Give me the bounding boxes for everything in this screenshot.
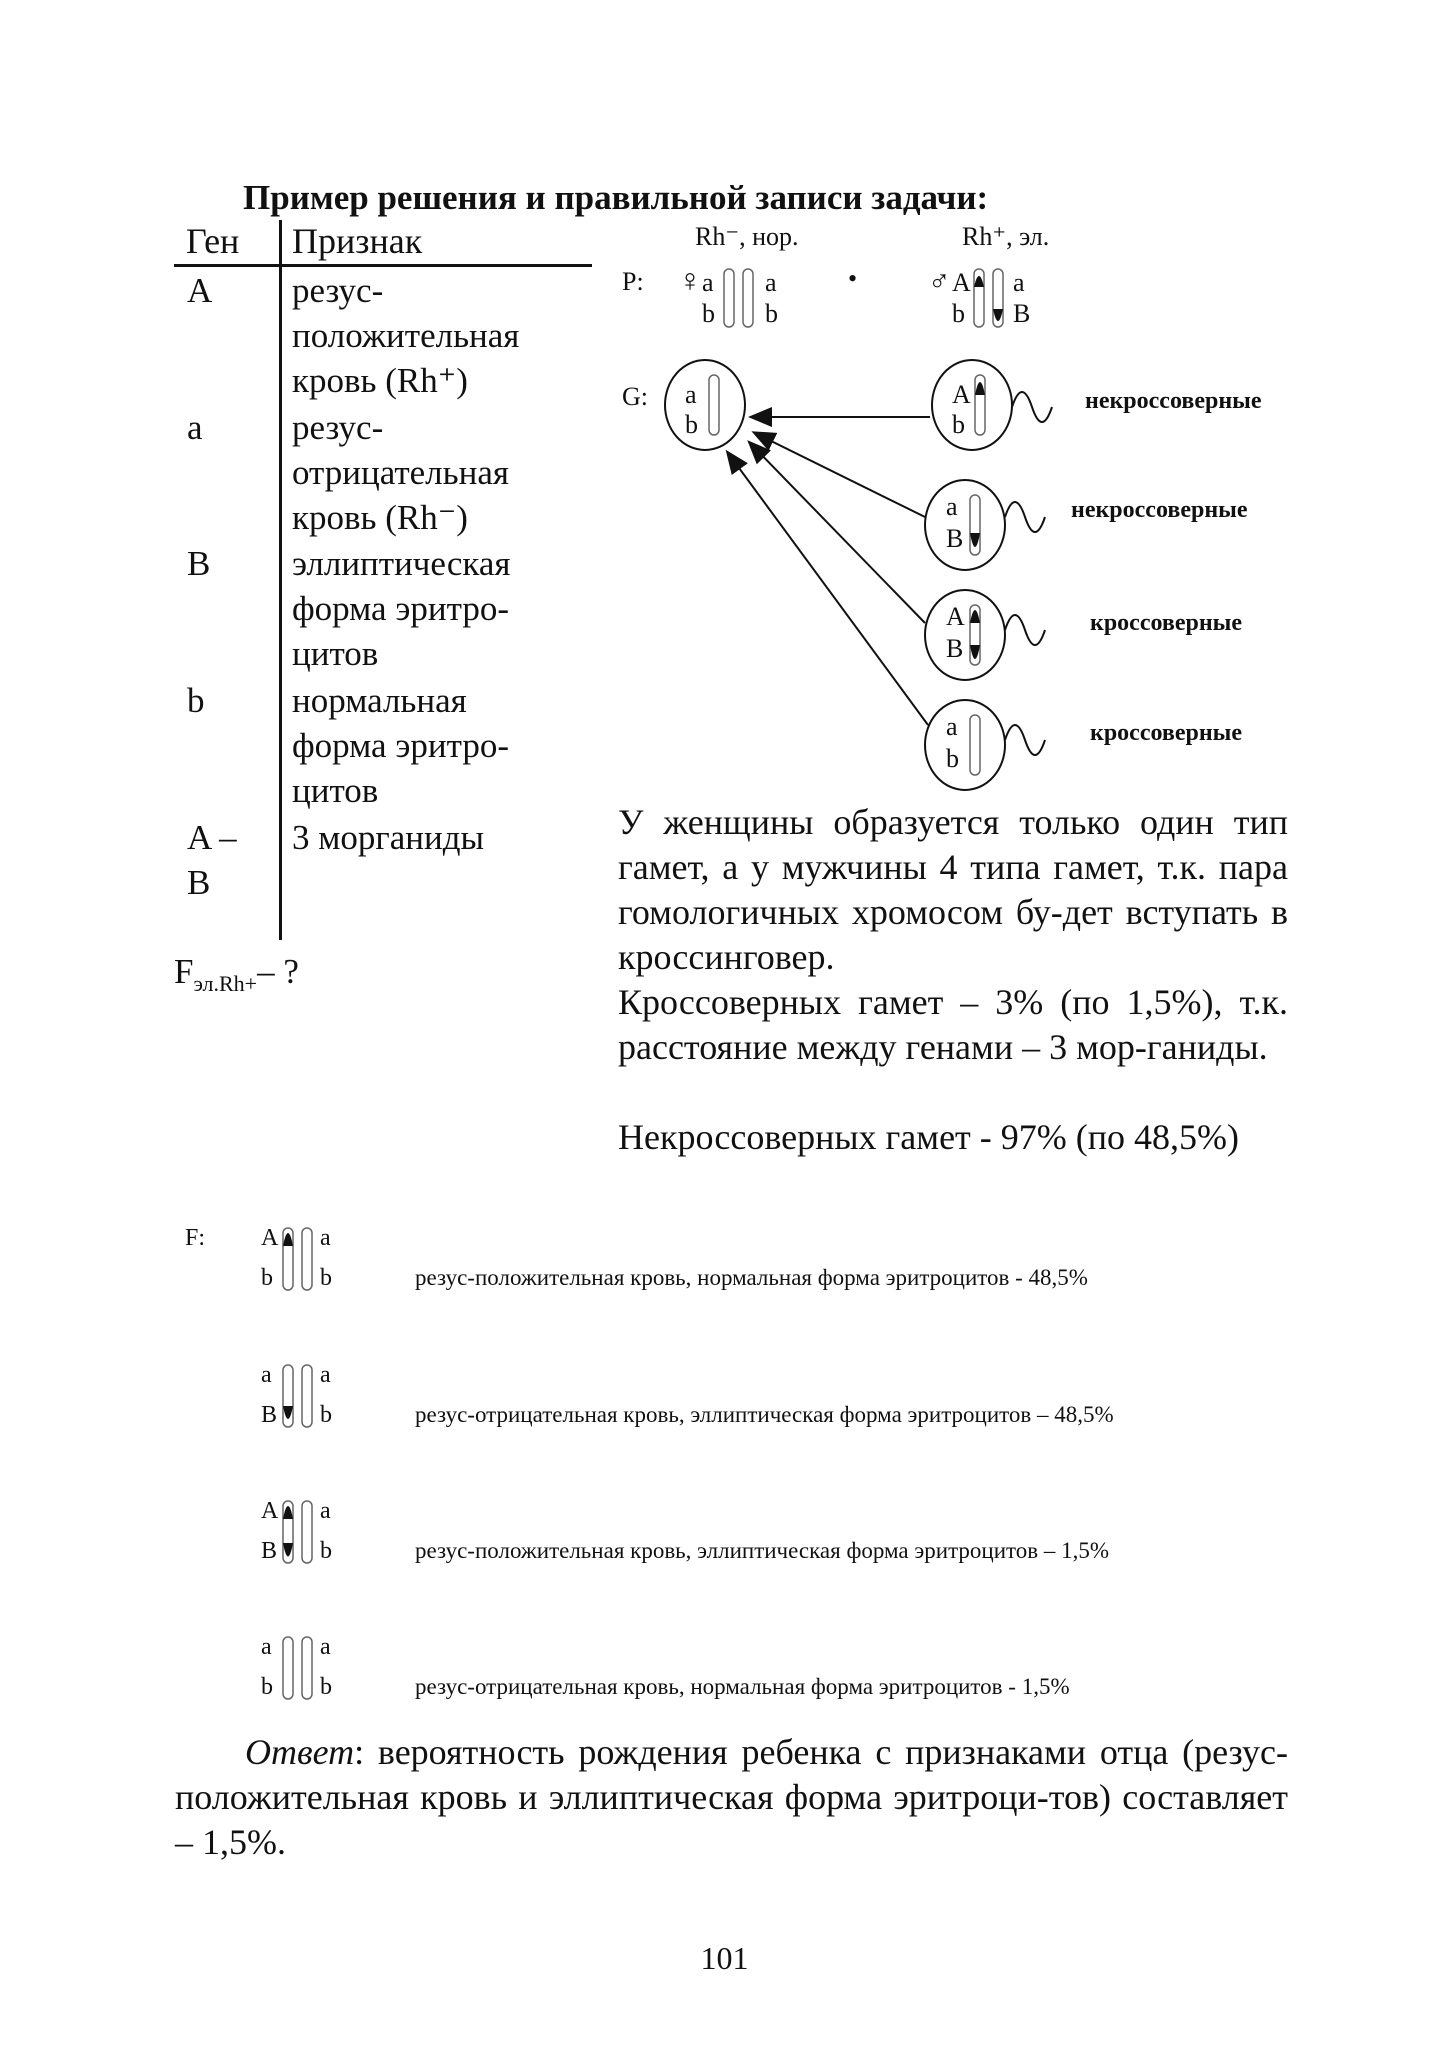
explanation-paragraph: У женщины образуется только один тип гамет, а у мужчины 4 типа гамет, т.к. пара гомологичных хромосом бу-дет вступать в кроссинговер. [618, 802, 1288, 977]
offspring-description: резус-отрицательная кровь, нормальная форма эритроцитов - 1,5% [415, 1674, 1070, 1699]
gene-letter: A [952, 268, 971, 297]
gene-letter: b [320, 1674, 332, 1700]
answer-paragraph [175, 1730, 1288, 1865]
gamete-cell-icon [925, 480, 1005, 570]
chromosome-icon [743, 269, 753, 327]
cross-diagram [610, 225, 1310, 795]
gene-letter: b [261, 1674, 273, 1700]
arrow-icon [728, 453, 928, 725]
male-sign-icon: ♂ [928, 265, 951, 298]
explanation-paragraph: Некроссоверных гамет - 97% (по 48,5%) [618, 1117, 1239, 1157]
table-header-trait: Признак [292, 221, 423, 261]
p-label: P: [622, 267, 644, 296]
gamete-cell-icon [665, 360, 745, 450]
gene-letter: B [1013, 299, 1031, 328]
table-column-rule [279, 220, 282, 940]
gamete-cell-icon [925, 700, 1005, 790]
gamete-type-label: некроссоверные [1085, 388, 1262, 414]
gene-letter: a [261, 1362, 272, 1388]
answer-text: : вероятность рождения ребенка с признаками отца (резус-положительная кровь и эллиптическая форма эритроци-тов) составляет – 1,5%. [175, 1732, 1288, 1862]
trait-cell: эллиптическая форма эритро- цитов [292, 544, 511, 673]
gene-letter: a [320, 1634, 331, 1660]
cross-dot: • [848, 264, 858, 293]
gamete-type-label: некроссоверные [1071, 497, 1248, 523]
gene-letter: B [946, 524, 964, 553]
gene-letter: A [261, 1225, 279, 1251]
explanation-paragraph: Кроссоверных гамет – 3% (по 1,5%), т.к. расстояние между генами – 3 мор-ганиды. [618, 982, 1288, 1067]
chromosome-icon [302, 1501, 312, 1563]
gene-letter: b [261, 1265, 273, 1291]
gene-cell: B [187, 544, 211, 583]
gene-cell: b [187, 681, 205, 720]
chromosome-icon [724, 269, 734, 327]
gene-letter: a [320, 1498, 331, 1524]
gene-letter: a [320, 1225, 331, 1251]
gene-letter: B [946, 634, 964, 663]
gene-letter: a [685, 380, 697, 409]
female-sign-icon: ♀ [678, 262, 702, 298]
chromosome-icon [970, 715, 980, 775]
gene-letter: b [320, 1402, 332, 1428]
gene-cell: A – B [187, 818, 237, 902]
arrow-icon [750, 443, 925, 623]
f-label: F: [185, 1225, 206, 1251]
gene-letter: b [685, 410, 698, 439]
answer-label: Ответ [245, 1732, 355, 1772]
question: $F_{эл.Rh+}-$ ? [174, 952, 299, 996]
wavy-line-icon [1012, 392, 1052, 422]
gene-letter: b [320, 1538, 332, 1564]
gene-letter: A [261, 1498, 279, 1524]
chromosome-icon [302, 1228, 312, 1290]
female-phenotype-label: Rh⁻, нор. [695, 225, 799, 251]
gene-letter: b [952, 299, 965, 328]
gamete-type-label: кроссоверные [1090, 610, 1243, 636]
offspring-description: резус-положительная кровь, нормальная форма эритроцитов - 48,5% [415, 1265, 1088, 1290]
gene-letter: b [702, 299, 715, 328]
gene-letter: b [765, 299, 778, 328]
gene-letter: b [320, 1265, 332, 1291]
gamete-type-label: кроссоверные [1090, 720, 1243, 746]
gene-letter: a [702, 268, 714, 297]
gene-letter: a [946, 712, 958, 741]
gamete-cell-icon [932, 360, 1012, 450]
trait-cell: резус- положительная кровь (Rh⁺) [292, 271, 520, 400]
page-title: Пример решения и правильной записи задачи: [243, 178, 989, 217]
chromosome-icon [283, 1637, 293, 1699]
gene-cell: A [187, 271, 213, 310]
trait-cell: резус- отрицательная кровь (Rh⁻) [292, 408, 509, 537]
trait-cell: 3 морганиды [292, 818, 485, 857]
g-label: G: [622, 382, 648, 411]
gene-letter: a [1013, 268, 1025, 297]
chromosome-icon [302, 1637, 312, 1699]
gene-letter: A [946, 602, 965, 631]
table-header-gene: Ген [186, 221, 240, 261]
gene-letter: A [952, 380, 971, 409]
wavy-line-icon [1005, 725, 1045, 755]
offspring-description: резус-положительная кровь, эллиптическая форма эритроцитов – 1,5% [415, 1538, 1110, 1563]
page-number: 101 [700, 1940, 749, 1976]
wavy-line-icon [1005, 502, 1045, 532]
gene-letter: a [946, 492, 958, 521]
gene-letter: a [765, 268, 777, 297]
offspring-diagram [175, 1210, 1285, 1720]
gene-letter: b [952, 410, 965, 439]
gene-letter: a [261, 1634, 272, 1660]
gene-letter: a [320, 1362, 331, 1388]
gene-letter: b [946, 744, 959, 773]
offspring-description: резус-отрицательная кровь, эллиптическая форма эритроцитов – 48,5% [415, 1402, 1114, 1427]
trait-cell: нормальная форма эритро- цитов [292, 681, 509, 810]
chromosome-icon [709, 375, 719, 435]
gene-cell: a [187, 408, 203, 447]
gamete-cell-icon [925, 590, 1005, 680]
table-header-rule [174, 264, 592, 267]
male-phenotype-label: Rh⁺, эл. [962, 225, 1050, 251]
wavy-line-icon [1005, 615, 1045, 645]
chromosome-icon [302, 1365, 312, 1427]
gene-letter: B [261, 1538, 278, 1564]
gene-letter: B [261, 1402, 278, 1428]
